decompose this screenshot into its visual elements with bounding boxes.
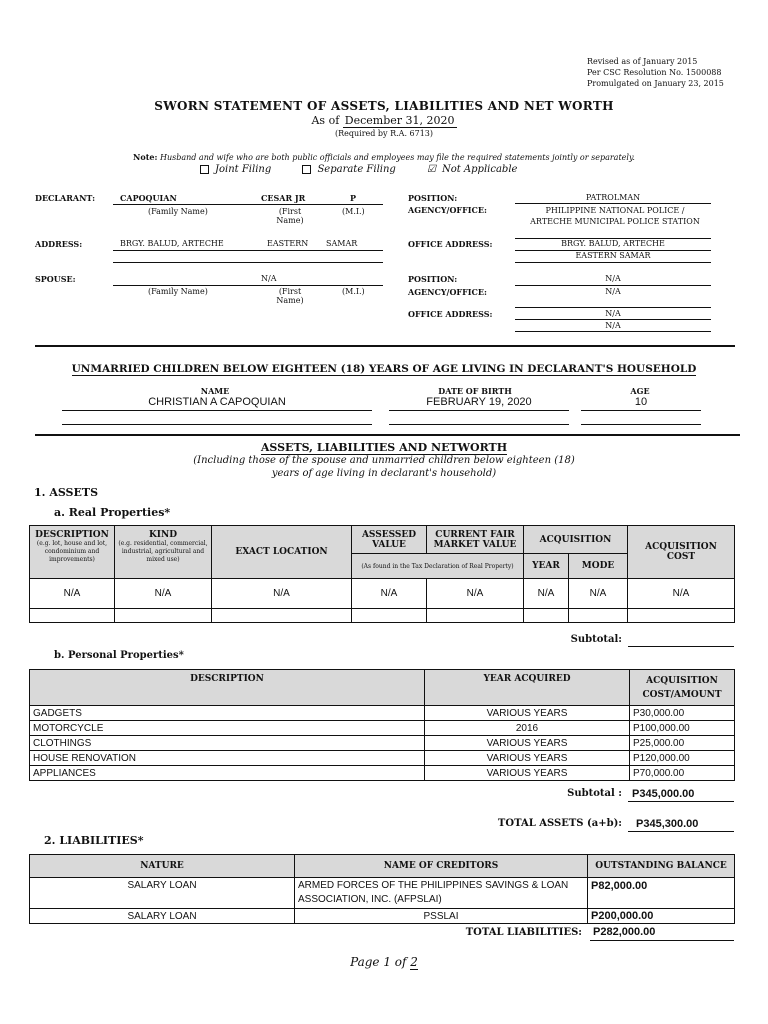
assets-heading: 1. ASSETS — [34, 486, 99, 499]
liab-col-balance: OUTSTANDING BALANCE — [588, 855, 735, 878]
real-properties-table — [29, 525, 735, 623]
spouse-label: SPOUSE: — [35, 274, 76, 284]
liabilities-table — [29, 854, 735, 924]
address-line-2[interactable]: EASTERN — [267, 239, 309, 248]
position-value[interactable]: PATROLMAN — [585, 193, 641, 202]
liabilities-heading: 2. LIABILITIES* — [44, 834, 144, 847]
alnw-sub-2: years of age living in declarant's household) — [271, 468, 497, 479]
filing-options — [200, 164, 600, 175]
personal-col-year: YEAR ACQUIRED — [425, 670, 630, 706]
alnw-sub-1: (Including those of the spouse and unmarried children below eighteen (18) — [193, 455, 575, 466]
real-tax-note: (As found in the Tax Declaration of Real Property) — [352, 554, 524, 579]
real-col-mode: MODE — [569, 554, 628, 579]
spouse-family-caption: (Family Name) — [148, 287, 208, 296]
alnw-heading: ASSETS, LIABILITIES AND NETWORTH — [260, 441, 508, 454]
total-liabilities-label: TOTAL LIABILITIES: — [465, 927, 582, 938]
filing-note: Note: Husband and wife who are both public officials and employees may file the required statements jointly or separately. — [133, 152, 635, 162]
children-col-dob: DATE OF BIRTH — [438, 386, 512, 396]
personal-row: APPLIANCES VARIOUS YEARS P70,000.00 — [30, 766, 735, 781]
as-of-date[interactable]: December 31, 2020 — [344, 114, 455, 127]
personal-properties-heading: b. Personal Properties* — [54, 650, 184, 661]
spouse-mi-caption: (M.I.) — [342, 287, 365, 296]
family-name-caption: (Family Name) — [148, 207, 208, 216]
spouse-office-address-2[interactable]: N/A — [605, 321, 621, 330]
personal-col-cost: ACQUISITION COST/AMOUNT — [630, 670, 735, 706]
as-of-line: As of December 31, 2020 — [311, 114, 455, 127]
spouse-first-caption: (First Name) — [276, 287, 304, 305]
spouse-agency[interactable]: N/A — [605, 287, 621, 296]
spouse-position[interactable]: N/A — [605, 274, 621, 283]
not-applicable-option[interactable]: ☑ Not Applicable — [427, 164, 518, 175]
position-label: POSITION: — [408, 193, 458, 203]
real-col-year: YEAR — [524, 554, 569, 579]
real-col-fair: CURRENT FAIR MARKET VALUE — [427, 526, 524, 554]
real-col-kind: KIND (e.g. residential, commercial, industrial, agricultural and mixed use) — [115, 526, 212, 579]
personal-row: MOTORCYCLE 2016 P100,000.00 — [30, 721, 735, 736]
joint-filing-option[interactable]: Joint Filing — [200, 164, 271, 175]
declarant-label: DECLARANT: — [35, 193, 96, 203]
personal-subtotal-value[interactable]: P345,000.00 — [632, 788, 695, 800]
spouse-name[interactable]: N/A — [261, 274, 277, 283]
spouse-office-address-1[interactable]: N/A — [605, 309, 621, 318]
first-name-caption: (First Name) — [276, 207, 304, 225]
agency-value[interactable]: PHILIPPINE NATIONAL POLICE / ARTECHE MUNICIPAL POLICE STATION — [530, 206, 700, 226]
child-name[interactable]: CHRISTIAN A CAPOQUIAN — [148, 396, 286, 408]
total-assets-label: TOTAL ASSETS (a+b): — [497, 818, 622, 829]
real-property-row: N/A N/A N/A N/A N/A N/A N/A N/A — [30, 579, 735, 609]
liability-row: SALARY LOAN PSSLAI P200,000.00 — [30, 909, 735, 924]
spouse-position-label: POSITION: — [408, 274, 458, 284]
revision-info: Revised as of January 2015 Per CSC Resolution No. 1500088 Promulgated on January 23, 2015 — [587, 57, 724, 88]
office-address-2[interactable]: EASTERN SAMAR — [575, 251, 651, 260]
declarant-first-name[interactable]: CESAR JR — [261, 193, 306, 203]
not-applicable-checkbox[interactable]: ☑ — [427, 164, 436, 175]
personal-properties-table — [29, 669, 735, 781]
children-col-name: NAME — [200, 386, 230, 396]
declarant-family-name[interactable]: CAPOQUIAN — [120, 193, 177, 203]
personal-row: GADGETS VARIOUS YEARS P30,000.00 — [30, 706, 735, 721]
declarant-mi[interactable]: P — [350, 193, 357, 203]
agency-label: AGENCY/OFFICE: — [408, 205, 487, 215]
real-col-location: EXACT LOCATION — [212, 526, 352, 579]
liability-row: SALARY LOAN ARMED FORCES OF THE PHILIPPINES SAVINGS & LOAN ASSOCIATION, INC. (AFPSLAI) P82,000.00 — [30, 878, 735, 909]
page-number: Page 1 of 2 — [350, 955, 418, 969]
office-address-label: OFFICE ADDRESS: — [408, 239, 493, 249]
real-subtotal-label: Subtotal: — [570, 634, 622, 645]
address-line-1[interactable]: BRGY. BALUD, ARTECHE — [120, 239, 224, 248]
real-col-cost: ACQUISITION COST — [628, 526, 735, 579]
address-line-3[interactable]: SAMAR — [326, 239, 358, 248]
children-col-age: AGE — [630, 386, 650, 396]
real-col-assessed: ASSESSED VALUE — [352, 526, 427, 554]
child-age[interactable]: 10 — [634, 396, 648, 408]
total-liabilities-value[interactable]: P282,000.00 — [593, 926, 656, 938]
office-address-1[interactable]: BRGY. BALUD, ARTECHE — [561, 239, 665, 248]
personal-subtotal-label: Subtotal : — [567, 788, 622, 799]
required-by: (Required by R.A. 6713) — [334, 129, 434, 138]
page-title: SWORN STATEMENT OF ASSETS, LIABILITIES AND NET WORTH — [154, 99, 614, 113]
personal-row: CLOTHINGS VARIOUS YEARS P25,000.00 — [30, 736, 735, 751]
children-heading: UNMARRIED CHILDREN BELOW EIGHTEEN (18) YEARS OF AGE LIVING IN DECLARANT'S HOUSEHOLD — [71, 363, 697, 375]
real-col-description: DESCRIPTION (e.g. lot, house and lot, condominium and improvements) — [30, 526, 115, 579]
real-col-acquisition: ACQUISITION — [524, 526, 628, 554]
liab-col-nature: NATURE — [30, 855, 295, 878]
real-property-empty-row — [30, 609, 735, 623]
separate-filing-checkbox[interactable] — [302, 165, 311, 174]
personal-col-description: DESCRIPTION — [30, 670, 425, 706]
spouse-office-address-label: OFFICE ADDRESS: — [408, 309, 493, 319]
real-properties-heading: a. Real Properties* — [54, 506, 171, 519]
liab-col-creditors: NAME OF CREDITORS — [295, 855, 588, 878]
personal-row: HOUSE RENOVATION VARIOUS YEARS P120,000.00 — [30, 751, 735, 766]
address-label: ADDRESS: — [35, 239, 83, 249]
total-assets-value[interactable]: P345,300.00 — [636, 818, 699, 830]
spouse-agency-label: AGENCY/OFFICE: — [408, 287, 487, 297]
child-dob[interactable]: FEBRUARY 19, 2020 — [426, 396, 532, 408]
mi-caption: (M.I.) — [342, 207, 365, 216]
joint-filing-checkbox[interactable] — [200, 165, 209, 174]
separate-filing-option[interactable]: Separate Filing — [302, 164, 395, 175]
real-subtotal-line — [628, 646, 734, 647]
